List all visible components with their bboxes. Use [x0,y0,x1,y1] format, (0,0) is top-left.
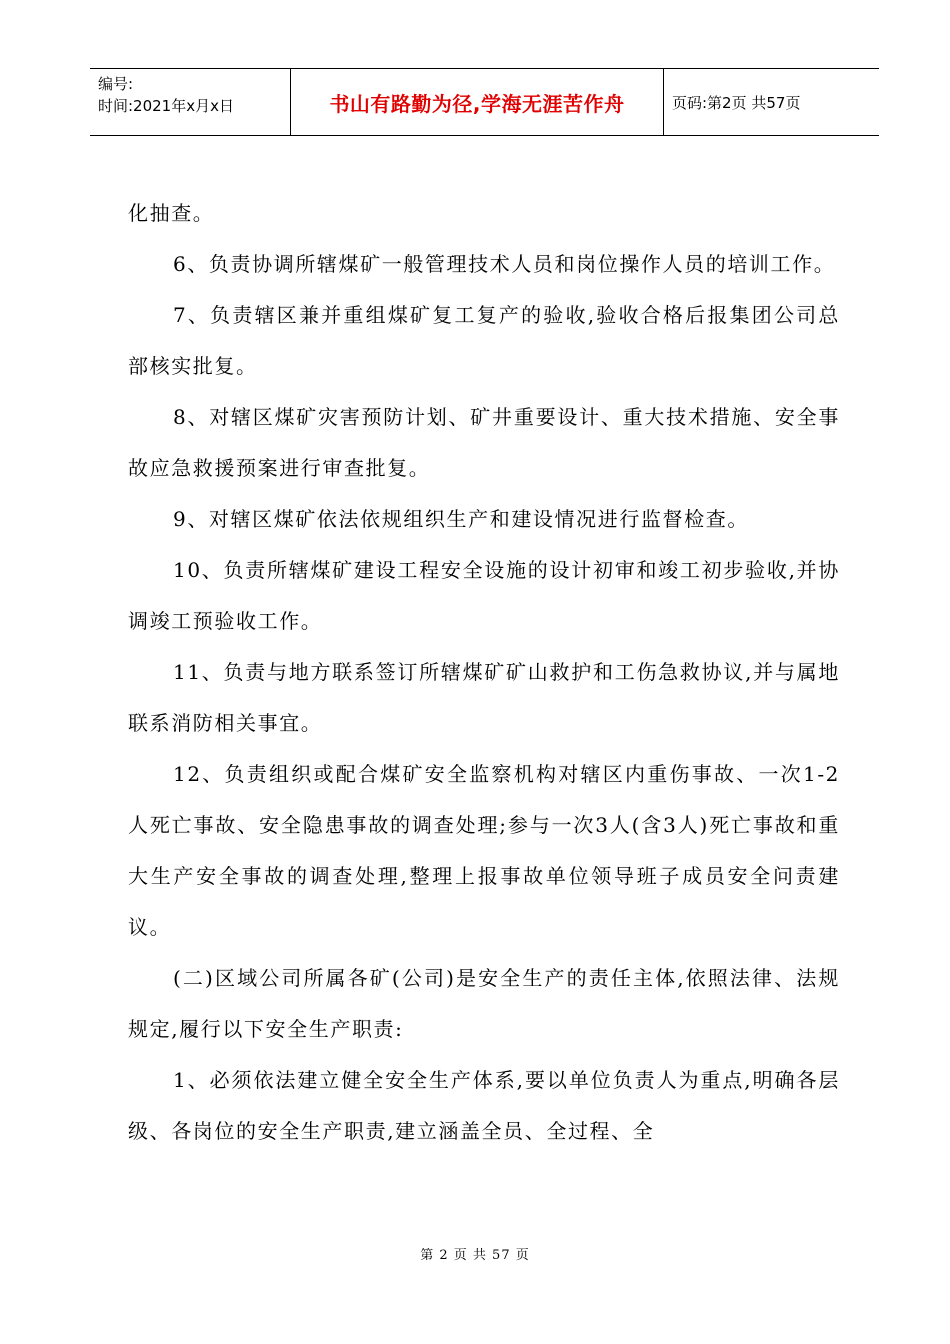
header-page-cell [664,69,879,135]
footer-page-number: 第 2 页 共 57 页 [420,1248,530,1263]
header-motto-cell [291,69,664,135]
document-body [128,188,840,1157]
paragraph: 6、负责协调所辖煤矿一般管理技术人员和岗位操作人员的培训工作。 [173,252,836,276]
page-info: 页码:第2页 共57页 [672,93,801,112]
number-label: 编号: [98,75,134,93]
paragraph: 10、负责所辖煤矿建设工程安全设施的设计初审和竣工初步验收,并协调竣工预验收工作。 [128,558,840,633]
document-header [90,68,879,136]
paragraph: 12、负责组织或配合煤矿安全监察机构对辖区内重伤事故、一次1-2人死亡事故、安全隐患事故的调查处理;参与一次3人(含3人)死亡事故和重大生产安全事故的调查处理,整理上报事故单位领导班子成员安全问责建议。 [128,762,840,939]
paragraph: 11、负责与地方联系签订所辖煤矿矿山救护和工伤急救协议,并与属地联系消防相关事宜。 [128,660,840,735]
motto-text: 书山有路勤为径,学海无涯苦作舟 [329,91,625,116]
header-meta-cell [90,69,291,135]
time-label: 时间:2021年x月x日 [98,97,234,115]
paragraph: 9、对辖区煤矿依法依规组织生产和建设情况进行监督检查。 [173,507,749,531]
paragraph: 化抽查。 [128,201,215,225]
page-footer [0,1244,950,1263]
paragraph: 7、负责辖区兼并重组煤矿复工复产的验收,验收合格后报集团公司总部核实批复。 [128,303,840,378]
paragraph: (二)区域公司所属各矿(公司)是安全生产的责任主体,依照法律、法规规定,履行以下安全生产职责: [128,966,840,1041]
paragraph: 8、对辖区煤矿灾害预防计划、矿井重要设计、重大技术措施、安全事故应急救援预案进行审查批复。 [128,405,840,480]
paragraph: 1、必须依法建立健全安全生产体系,要以单位负责人为重点,明确各层级、各岗位的安全生产职责,建立涵盖全员、全过程、全 [128,1068,840,1143]
